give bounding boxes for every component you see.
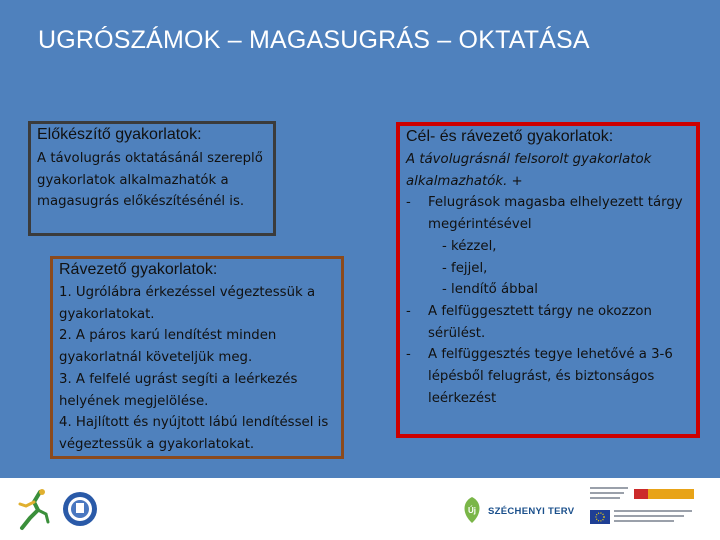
preparatory-exercises-box [28,121,276,236]
dash-marker: - [406,347,411,363]
target-sub-item: - kézzel, [442,238,497,254]
preparatory-heading: Előkészítő gyakorlatok: [37,126,202,143]
target-heading: Cél- és rávezető gyakorlatok: [406,128,614,145]
target-sub-item: - fejjel, [442,260,488,276]
szechenyi-label: SZÉCHENYI TERV [488,506,575,517]
target-bullet [406,192,690,301]
szechenyi-mark: Új [468,506,476,515]
lead-up-item: 3. A felfelé ugrást segíti a leérkezés helyének megjelölése. [59,371,298,409]
szechenyi-leaf-icon [460,496,484,524]
target-sub-item: - lendítő ábbal [442,282,538,298]
target-bullet-list [406,192,690,409]
target-bullet-text: Felugrások magasba elhelyezett tárgy megérintésével [428,195,683,233]
footer-logo-bar [0,478,720,540]
lead-up-list [59,282,335,456]
eu-funding-logo-icon [588,484,698,534]
lead-up-heading: Rávezető gyakorlatok: [59,261,218,278]
target-bullet-text: A felfüggesztés tegye lehetővé a 3-6 lépésből felugrást, és biztonságos leérkezést [428,347,673,406]
target-intro: A távolugrásnál felsorolt gyakorlatok alkalmazhatók. + [406,152,652,189]
preparatory-text: A távolugrás oktatásánál szereplő gyakorlatok alkalmazhatók a magasugrás előkészítésénél is. [37,151,263,210]
lead-up-exercises-box [50,256,344,459]
slide-title: UGRÓSZÁMOK – MAGASUGRÁS – OKTATÁSA [38,26,590,54]
target-sub-list [428,236,690,301]
athlete-logo-icon [12,488,54,534]
target-exercises-box [396,122,700,438]
lead-up-item: 2. A páros karú lendítést minden gyakorlatnál követeljük meg. [59,328,277,366]
lead-up-item: 4. Hajlított és nyújtott lábú lendítéssel is végeztessük a gyakorlatokat. [59,415,329,452]
university-seal-icon [62,491,98,527]
target-bullet [406,344,690,409]
dash-marker: - [406,195,411,211]
target-bullet [406,301,690,344]
dash-marker: - [406,303,411,319]
lead-up-item: 1. Ugrólábra érkezéssel végeztessük a gyakorlatokat. [59,285,316,322]
target-bullet-text: A felfüggesztett tárgy ne okozzon sérülést. [428,303,652,341]
